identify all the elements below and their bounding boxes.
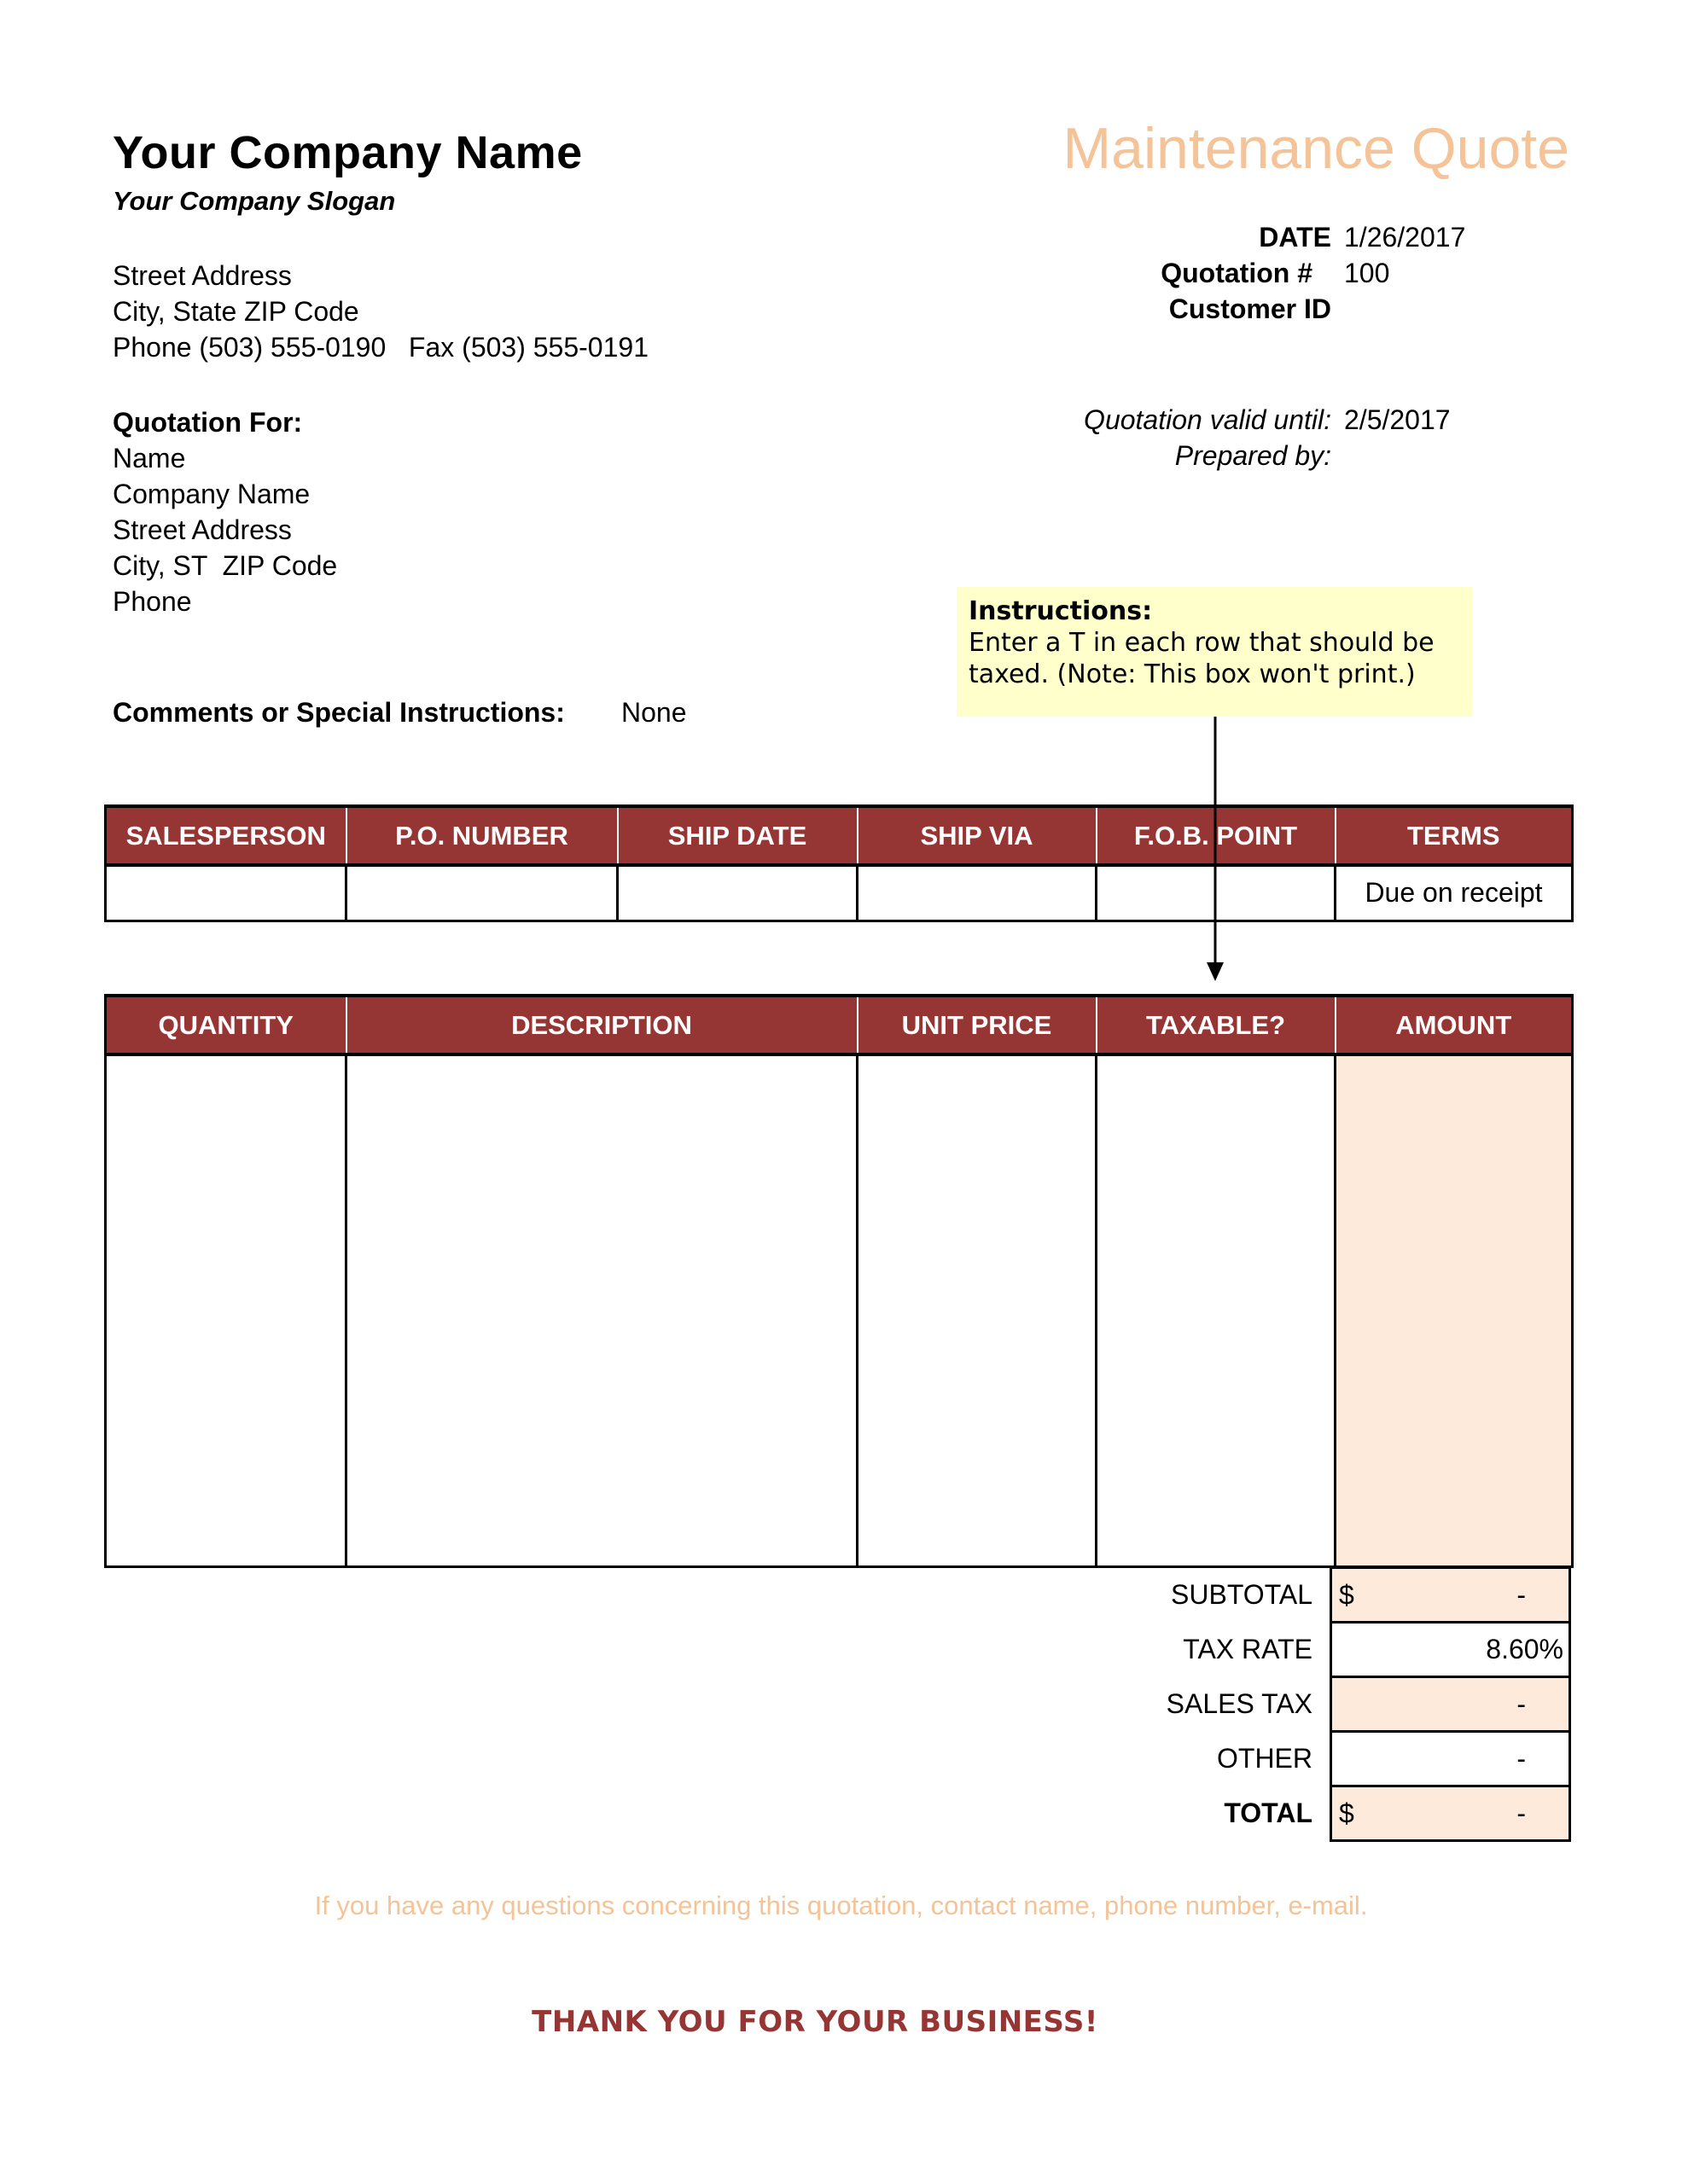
company-street: Street Address [113,260,292,291]
valid-until-label: Quotation valid until: [1084,404,1331,435]
total-value: - [1516,1798,1526,1828]
header-fob-point: F.O.B. POINT [1097,806,1336,865]
other-label: OTHER [1217,1743,1312,1774]
header-amount: AMOUNT [1336,996,1573,1054]
subtotal-label: SUBTOTAL [1171,1579,1312,1610]
other-value-cell[interactable] [1331,1732,1570,1786]
ship-via-cell[interactable] [858,865,1097,921]
sales-tax-value: - [1516,1688,1526,1719]
valid-until-value: 2/5/2017 [1344,404,1451,435]
po-number-cell[interactable] [346,865,618,921]
header-ship-via: SHIP VIA [858,806,1097,865]
quotation-number-value: 100 [1344,258,1390,288]
sales-tax-label: SALES TAX [1166,1688,1312,1719]
subtotal-row [1109,1568,1570,1623]
total-currency: $ [1339,1798,1354,1828]
header-terms: TERMS [1336,806,1573,865]
header-ship-date: SHIP DATE [618,806,858,865]
quantity-column[interactable] [106,1054,346,1566]
thank-you-message: THANK YOU FOR YOUR BUSINESS! [532,2005,1098,2039]
comments-label: Comments or Special Instructions: [113,697,565,728]
sales-tax-value-cell [1331,1677,1570,1732]
company-city: City, State ZIP Code [113,296,359,327]
total-label: TOTAL [1224,1798,1312,1828]
header-quantity: QUANTITY [106,996,346,1054]
shipping-header-row [106,806,1573,865]
subtotal-value: - [1516,1579,1526,1610]
customer-phone: Phone [113,586,192,617]
tax-rate-row [1109,1623,1570,1677]
tax-rate-value[interactable]: 8.60% [1331,1623,1570,1677]
description-column[interactable] [346,1054,858,1566]
instructions-title: Instructions: [969,596,1153,626]
totals-table [1109,1566,1571,1842]
instructions-arrow-icon [1195,717,1246,990]
header-salesperson: SALESPERSON [106,806,346,865]
quotation-for-label: Quotation For: [113,407,303,438]
terms-cell[interactable]: Due on receipt [1336,865,1573,921]
instructions-body: Enter a T in each row that should be taxed. (Note: This box won't print.) [969,628,1435,689]
total-value-cell [1331,1786,1570,1841]
customer-company: Company Name [113,479,311,509]
contact-note: If you have any questions concerning this quotation, contact name, phone number, e-mail. [314,1891,1368,1920]
company-name: Your Company Name [113,127,583,178]
items-body-row [106,1054,1573,1566]
shipping-data-row [106,865,1573,921]
comments-value: None [621,697,687,728]
amount-column [1336,1054,1573,1566]
other-value: - [1516,1743,1526,1774]
date-value: 1/26/2017 [1344,222,1466,253]
prepared-by-label: Prepared by: [1174,440,1331,471]
shipping-table [104,804,1574,922]
subtotal-currency: $ [1339,1579,1354,1610]
header-unit-price: UNIT PRICE [858,996,1097,1054]
instructions-note [957,587,1472,717]
header-description: DESCRIPTION [346,996,858,1054]
total-row [1109,1786,1570,1841]
date-label: DATE [1259,222,1331,253]
unit-price-column[interactable] [858,1054,1097,1566]
salesperson-cell[interactable] [106,865,346,921]
customer-city: City, ST ZIP Code [113,550,338,581]
customer-street: Street Address [113,514,292,545]
document-title: Maintenance Quote [1062,116,1569,181]
taxable-column[interactable] [1097,1054,1336,1566]
header-po-number: P.O. NUMBER [346,806,618,865]
other-row [1109,1732,1570,1786]
customer-name: Name [113,443,186,473]
quotation-number-label: Quotation # [1161,258,1312,288]
header-taxable: TAXABLE? [1097,996,1336,1054]
customer-id-label: Customer ID [1168,293,1331,324]
items-header-row [106,996,1573,1054]
ship-date-cell[interactable] [618,865,858,921]
subtotal-value-cell [1331,1568,1570,1623]
company-slogan: Your Company Slogan [113,186,396,216]
tax-rate-label: TAX RATE [1183,1634,1312,1664]
sales-tax-row [1109,1677,1570,1732]
items-table [104,994,1574,1568]
company-phone-fax: Phone (503) 555-0190 Fax (503) 555-0191 [113,332,649,363]
